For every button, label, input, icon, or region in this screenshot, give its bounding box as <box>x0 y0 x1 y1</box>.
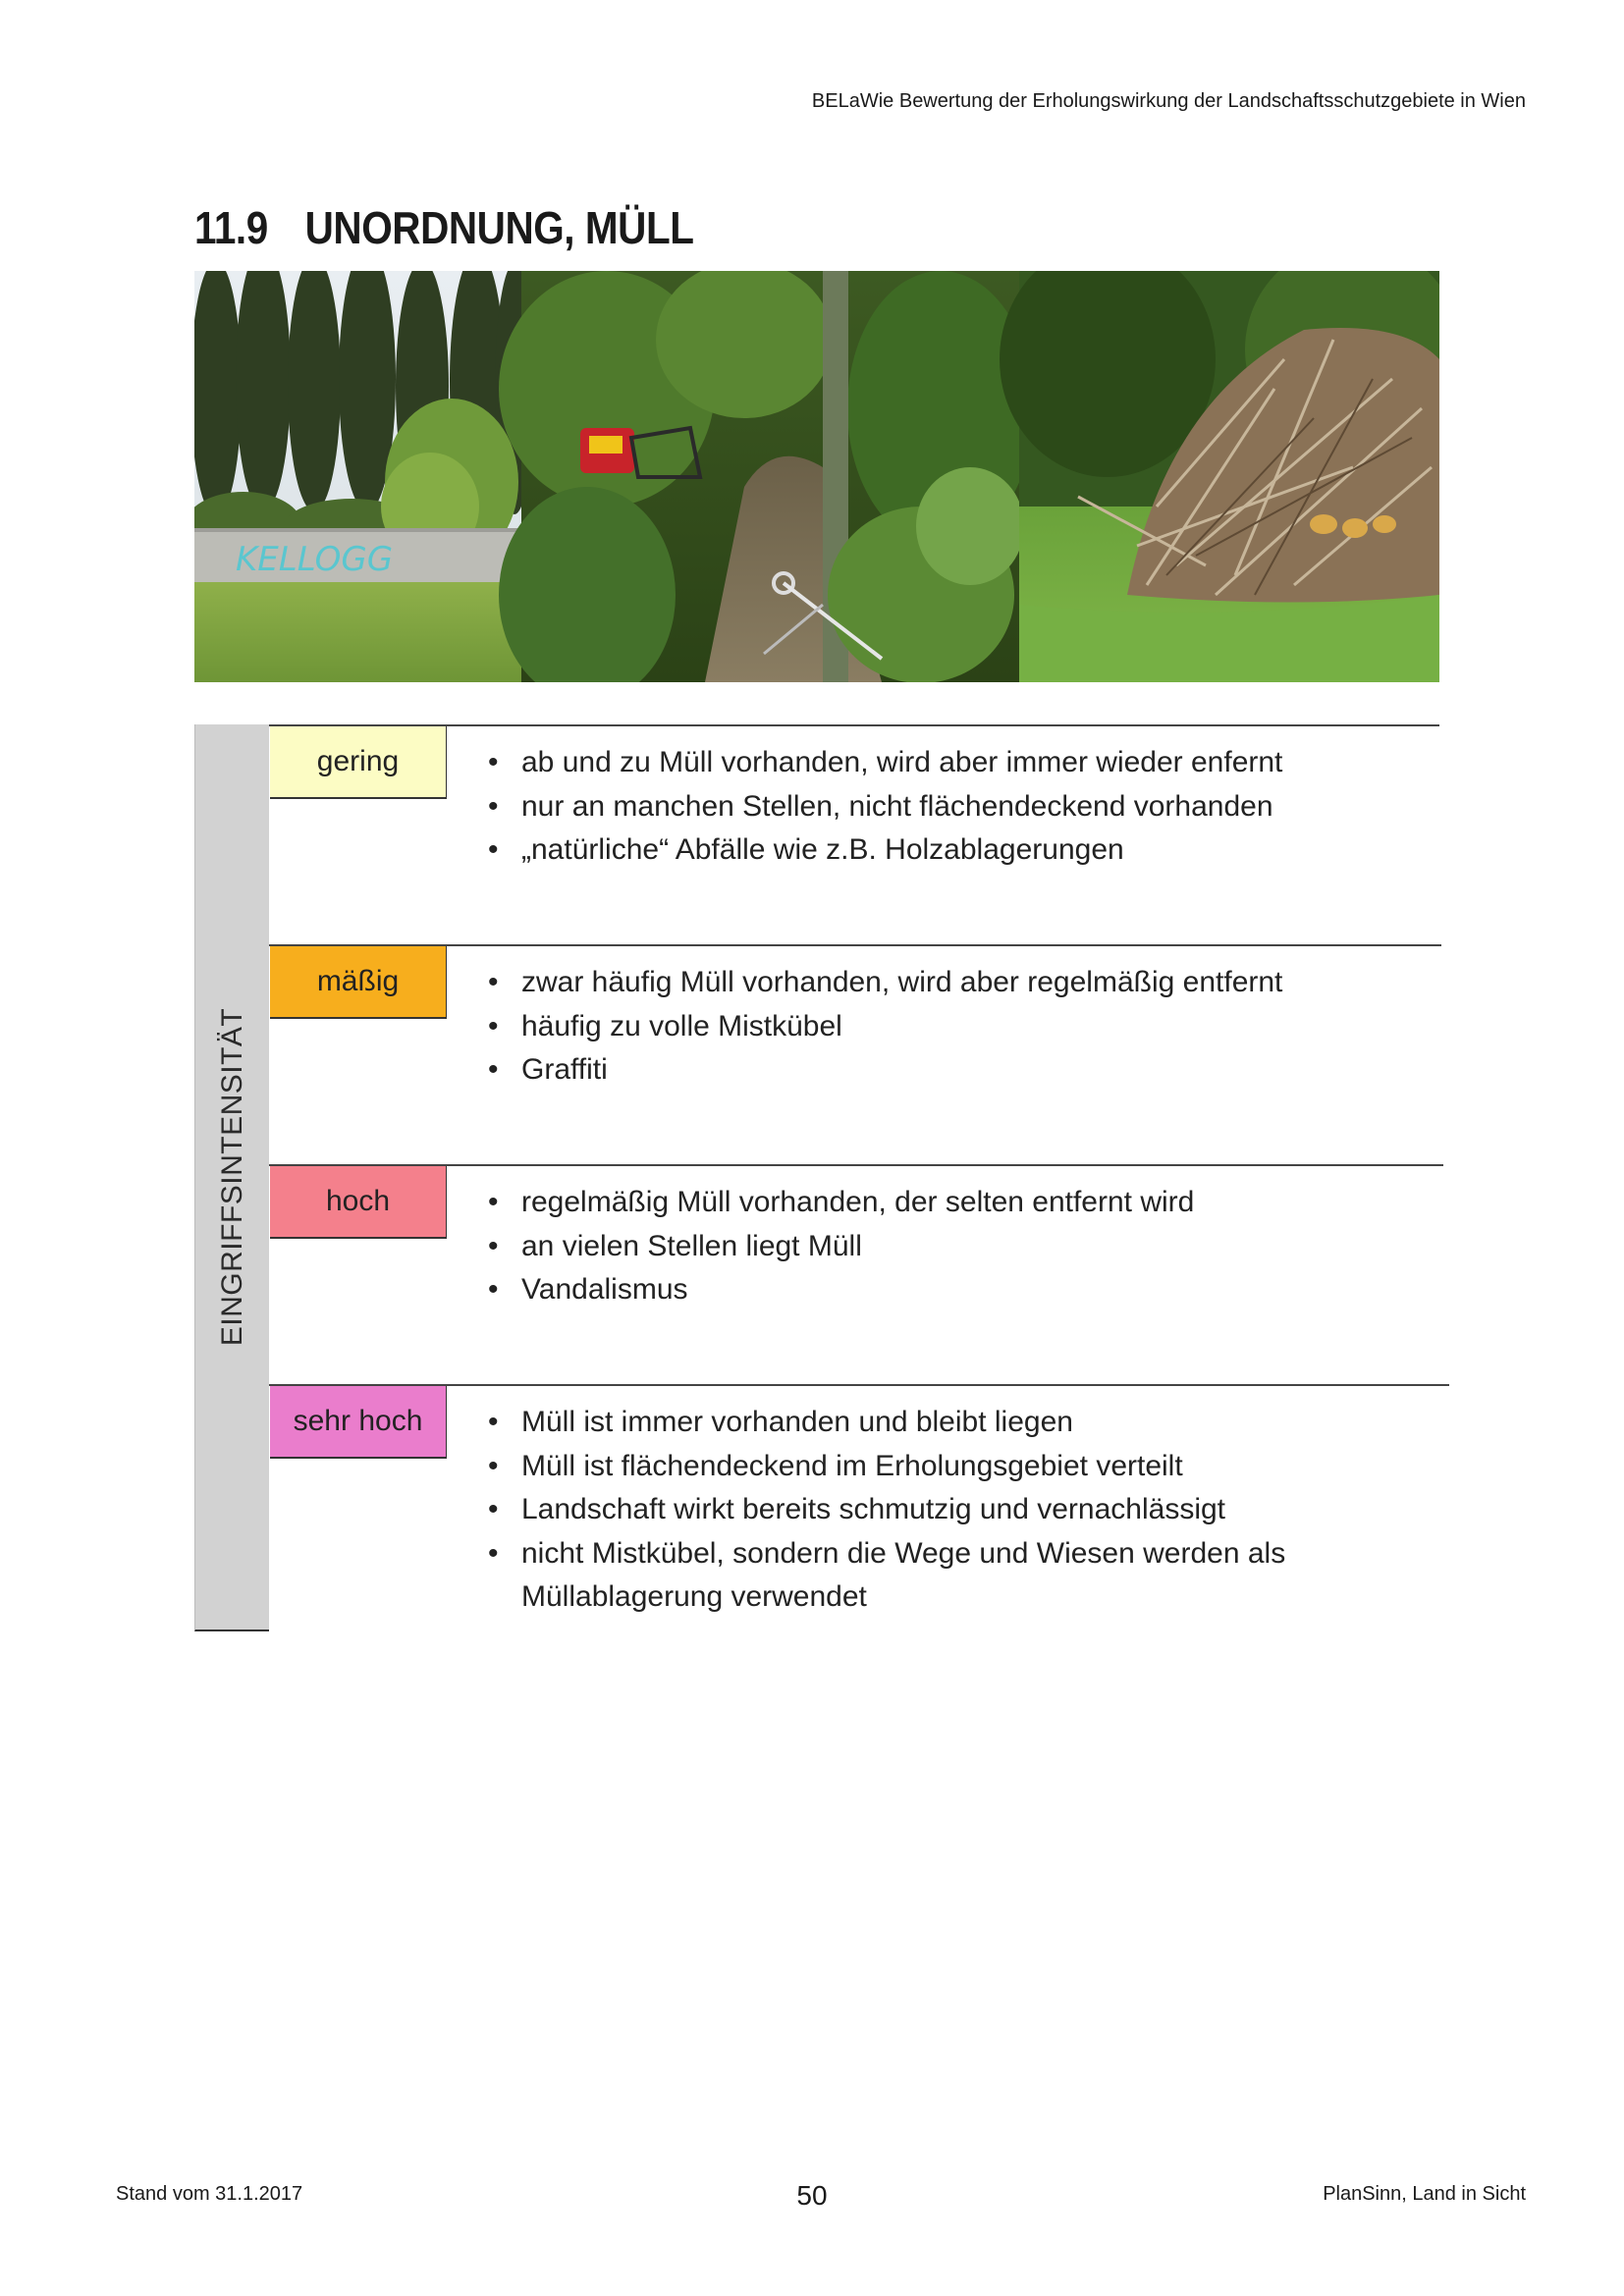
page-number: 50 <box>796 2180 828 2211</box>
list-item: • Graffiti <box>488 1048 1431 1093</box>
level-badge-massig: mäßig <box>270 946 447 1019</box>
level-list-hoch <box>488 1181 1431 1312</box>
photo-graffiti-wall <box>194 271 534 682</box>
list-item: • nicht Mistkübel, sondern die Wege und Wiesen werden als Müllablagerung verwendet <box>488 1532 1431 1620</box>
footer-date: Stand vom 31.1.2017 <box>116 2183 303 2205</box>
list-item: • Vandalismus <box>488 1268 1431 1312</box>
footer-publisher: PlanSinn, Land in Sicht <box>1323 2183 1526 2205</box>
list-item: • ab und zu Müll vorhanden, wird aber immer wieder enfernt <box>488 741 1431 785</box>
list-item: • regelmäßig Müll vorhanden, der selten entfernt wird <box>488 1181 1431 1225</box>
list-item: • Müll ist immer vorhanden und bleibt liegen <box>488 1401 1431 1445</box>
level-badge-gering: gering <box>270 726 447 799</box>
section-title-text: UNORDNUNG, MÜLL <box>304 202 694 253</box>
photo-forest-path <box>499 271 1034 682</box>
level-list-massig <box>488 961 1431 1093</box>
list-item: • zwar häufig Müll vorhanden, wird aber regelmäßig entfernt <box>488 961 1431 1005</box>
level-list-gering <box>488 741 1431 873</box>
running-header: BELaWie Bewertung der Erholungswirkung der Landschaftsschutzgebiete in Wien <box>811 90 1526 112</box>
list-item: • Müll ist flächendeckend im Erholungsgebiet verteilt <box>488 1445 1431 1489</box>
section-title <box>194 201 694 254</box>
intensity-axis-label: EINGRIFFSINTENSITÄT <box>215 1007 248 1347</box>
photo-branch-pile <box>1000 271 1439 682</box>
list-item: • häufig zu volle Mistkübel <box>488 1005 1431 1049</box>
section-number: 11.9 <box>194 202 268 253</box>
list-item: • an vielen Stellen liegt Müll <box>488 1225 1431 1269</box>
list-item: • Landschaft wirkt bereits schmutzig und vernachlässigt <box>488 1488 1431 1532</box>
intensity-axis <box>194 724 269 1631</box>
level-badge-hoch: hoch <box>270 1166 447 1239</box>
photo-graffiti-text: KELLOGG <box>236 540 394 579</box>
list-item: • „natürliche“ Abfälle wie z.B. Holzablagerungen <box>488 828 1431 873</box>
list-item: • nur an manchen Stellen, nicht flächendeckend vorhanden <box>488 785 1431 829</box>
level-badge-sehr-hoch: sehr hoch <box>270 1386 447 1459</box>
level-list-sehr-hoch <box>488 1401 1431 1620</box>
photo-strip-graphic <box>194 271 1439 682</box>
photo-strip <box>194 271 1439 682</box>
